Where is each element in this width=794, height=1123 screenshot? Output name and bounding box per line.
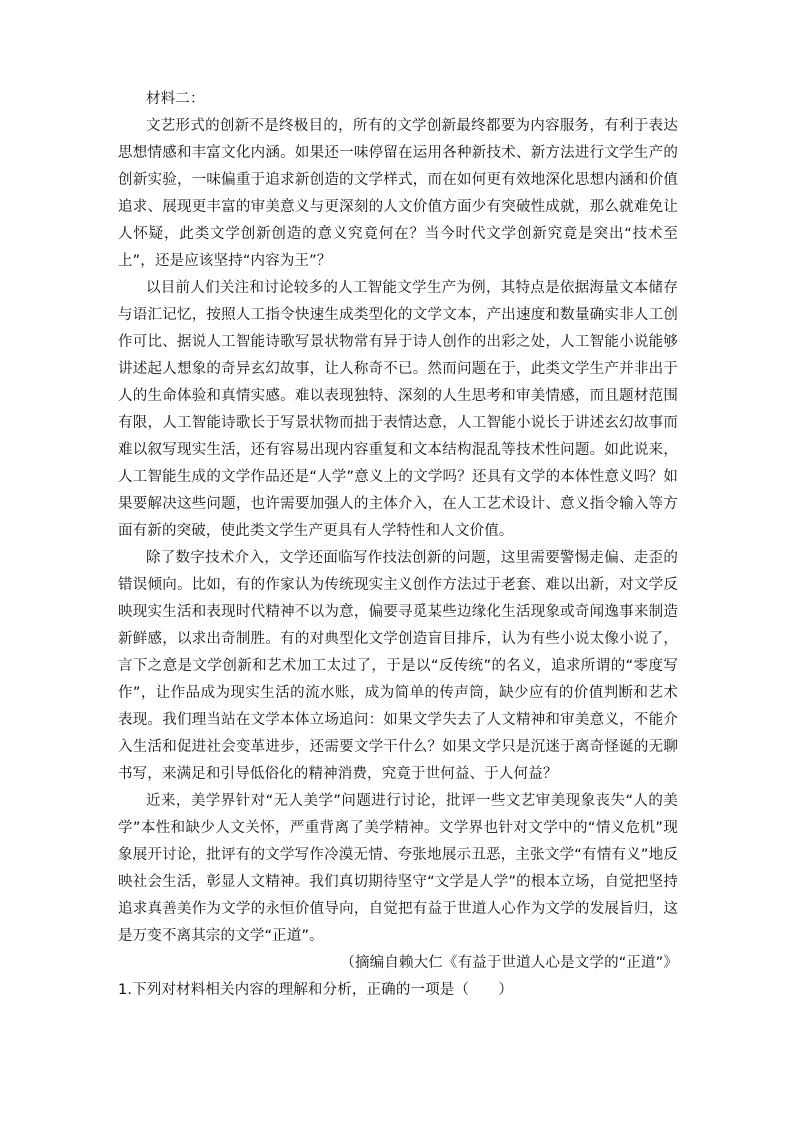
paragraph-2: 以目前人们关注和讨论较多的人工智能文学生产为例，其特点是依据海量文本储存与语汇记忆，按照人工指令快速生成类型化的文学文本，产出速度和数量确实非人工创作可比、据说人工智能诗歌写景状物常有异于诗人创作的出彩之处，人工智能小说能够讲述起人想象的奇异玄幻故事，让人称奇不已。然而问题在于，此类文学生产并非出于人的生命体验和真情实感。难以表现独特、深刻的人生思考和审美情感，而且题材范围有限，人工智能诗歌长于写景状物而拙于表情达意，人工智能小说长于讲述玄幻故事而难以叙写现实生活，还有容易出现内容重复和文本结构混乱等技术性问题。如此说来，人工智能生成的文学作品还是“人学”意义上的文学吗？还具有文学的本体性意义吗？如果要解决这些问题，也许需要加强人的主体介入，在人工艺术设计、意义指令输入等方面有新的突破，使此类文学生产更具有人学特性和人文价值。 (118, 280, 678, 539)
source-citation: （摘编自赖大仁《有益于世道人心是文学的“正道”》 (340, 955, 678, 971)
paragraph-1: 文艺形式的创新不是终极目的，所有的文学创新最终都要为内容服务，有利于表达思想情感和丰富文化内涵。如果还一味停留在运用各种新技术、新方法进行文学生产的创新实验，一味偏重于追求新创造的文学样式，而在如何更有效地深化思想内涵和价值追求、展现更丰富的审美意义与更深刻的人文价值方面少有突破性成就，那么就难免让人怀疑，此类文学创新创造的意义究竟何在？当今时代文学创新究竟是突出“技术至上”，还是应该坚持“内容为王”？ (118, 118, 678, 269)
document-page (118, 86, 678, 1004)
material-heading: 材料二： (146, 91, 205, 107)
paragraph-3: 除了数字技术介入，文学还面临写作技法创新的问题，这里需要警惕走偏、走歪的错误倾向。比如，有的作家认为传统现实主义创作方法过于老套、难以出新，对文学反映现实生活和表现时代精神不以为意，偏要寻觅某些边缘化生活现象或奇闻逸事来制造新鲜感，以求出奇制胜。有的对典型化文学创造盲目排斥，认为有些小说太像小说了，言下之意是文学创新和艺术加工太过了，于是以“反传统”的名义，追求所谓的“零度写作”，让作品成为现实生活的流水账，成为简单的传声筒，缺少应有的价值判断和艺术表现。我们理当站在文学本体立场追问：如果文学失去了人文精神和审美意义，不能介入生活和促进社会变革进步，还需要文学干什么？如果文学只是沉迷于离奇怪诞的无聊书写，来满足和引导低俗化的精神消费，究竟于世何益、于人何益？ (118, 550, 678, 782)
paragraph-4: 近来，美学界针对“无人美学”问题进行讨论，批评一些文艺审美现象丧失“人的美学”本性和缺少人文关怀，严重背离了美学精神。文学界也针对文学中的“情义危机”现象展开讨论，批评有的文学写作冷漠无情、夸张地展示丑恶，主张文学“有情有义”地反映社会生活，彰显人文精神。我们真切期待坚守“文学是人学”的根本立场，自觉把坚持追求真善美作为文学的永恒价值导向，自觉把有益于世道人心作为文学的发展旨归，这是万变不离其宗的文学“正道”。 (118, 793, 678, 944)
question-1: 1.下列对材料相关内容的理解和分析，正确的一项是（ ） (118, 982, 514, 998)
